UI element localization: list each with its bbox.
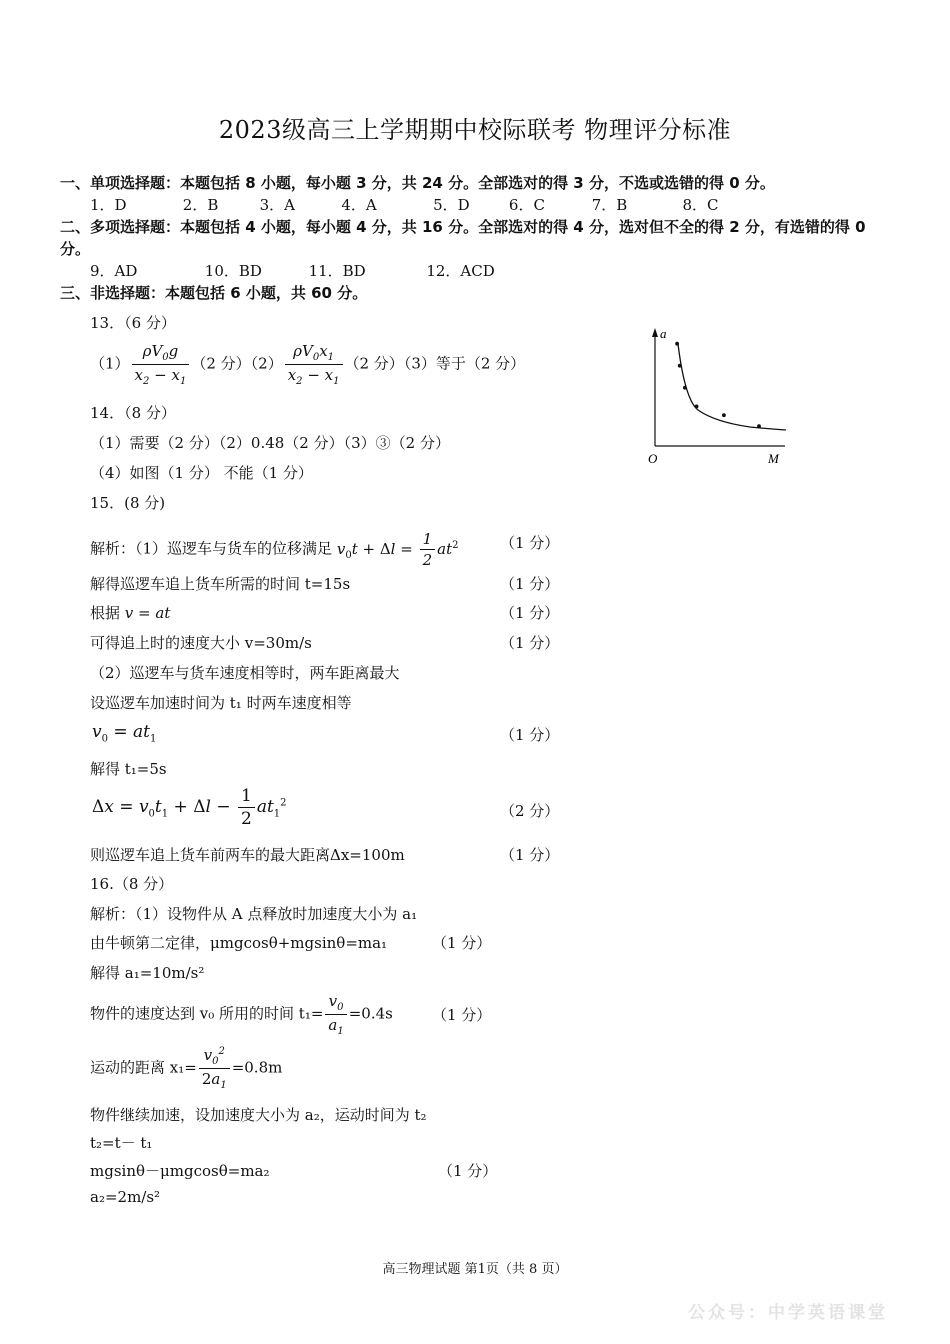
q13-part2-label: （2） [250,354,283,373]
q15-score-5: （1 分） [500,726,560,744]
watermark: 公众号：中学英语课堂 [688,1303,888,1323]
section2-heading: 二、多项选择题：本题包括 4 小题，每小题 4 分，共 16 分。全部选对的得 4 分，选对但不全的得 2 分，有选错的得 0 分。 [60,218,866,258]
q16-line5 [90,1046,282,1091]
q15-line1 [90,530,458,569]
q15-line3-text: 根据 [90,604,121,622]
a-m-graph [640,322,800,472]
q15-formula-3: $\Delta x = v_0t_1 + \Delta l$ − $\frac{1}{2}$ $at_1^2$ [92,786,287,829]
data-point [722,413,726,417]
q14-label: 14．（8 分） [90,404,176,422]
q16-line1: 解析：（1）设物件从 A 点释放时加速度大小为 a₁ [90,905,418,923]
q16-line4-text: 物件的速度达到 v₀ 所用的时间 t₁= [90,1004,324,1023]
page-footer: 高三物理试题 第1页（共 8 页） [382,1262,568,1277]
data-point [757,424,761,428]
q16-formula-x1: $\frac{v_0^2}{2a_1}$ [199,1046,230,1091]
q16-line9: a₂=2m/s² [90,1188,161,1206]
q15-line2: 解得巡逻车追上货车所需的时间 t=15s [90,575,351,593]
q13-part1-label: （1） [90,354,130,373]
data-point [678,364,682,368]
answer-item: 1．D [90,196,127,214]
answer-item: 11．BD [308,262,366,280]
q16-label: 16.（8 分） [90,875,174,893]
q15-line4: 可得追上时的速度大小 v=30m/s [90,634,312,652]
answer-item: 7．B [591,196,628,214]
q16-line8: mgsinθ－μmgcosθ=ma₂ [90,1162,270,1180]
q15-line6: 设巡逻车加速时间为 t₁ 时两车速度相等 [90,694,352,712]
q15-score-6: （2 分） [500,802,560,820]
data-point [675,342,679,346]
answer-item: 3．A [259,196,295,214]
q13-score-1: （2 分） [191,354,251,373]
q15-formula-2: $v_0 = at_1$ [92,722,157,745]
q15-line10: 则巡逻车追上货车前两车的最大距离Δx=100m [90,846,405,864]
q13-score-2: （2 分） [344,354,404,373]
answer-item: 4．A [341,196,377,214]
q16-line5-result: =0.8m [231,1058,283,1077]
q16-line6: 物件继续加速，设加速度大小为 a₂，运动时间为 t₂ [90,1106,427,1124]
answer-item: 2．B [182,196,219,214]
q16-line4-result: =0.4s [348,1004,393,1023]
answer-item: 9．AD [90,262,138,280]
q13-formula-1: $\frac{\rho V_0g}{x_2 - x_1}$ [132,342,190,387]
answer-item: 12．ACD [426,262,495,280]
q14-line2: （4）如图（1 分） 不能（1 分） [90,464,313,482]
q15-line5: （2）巡逻车与货车速度相等时，两车距离最大 [90,664,400,682]
data-point [683,386,687,390]
answer-item: 10．BD [204,262,262,280]
q16-line7: t₂=t－ t₁ [90,1134,153,1152]
q13-answer-line [90,342,525,387]
q15-formula-1: $v_0t + \Delta l$ = $\frac{1}{2}$ $at^2$ [336,530,459,569]
q16-score-3: （1 分） [438,1162,498,1180]
answer-item: 6．C [508,196,545,214]
q14-line1: （1）需要（2 分）（2）0.48（2 分）（3）③（2 分） [90,434,450,452]
fit-curve [678,344,786,430]
q15-label: 15．(8 分) [90,494,166,512]
q16-score-1: （1 分） [432,934,492,952]
section2-answers [90,260,495,281]
q15-score-2: （1 分） [500,575,560,593]
q16-score-2: （1 分） [432,1006,492,1024]
y-axis-label: a [660,326,667,341]
q13-label: 13．（6 分） [90,314,176,332]
q15-line8: 解得 t₁=5s [90,760,167,778]
q15-line1-text: 解析：（1）巡逻车与货车的位移满足 [90,539,333,558]
answer-item: 5．D [433,196,470,214]
q16-formula-t1: $\frac{v_0}{a_1}$ [325,992,346,1037]
q13-part3: （3）等于（2 分） [403,354,526,373]
y-axis-arrow [652,328,658,337]
section3-heading: 三、非选择题：本题包括 6 小题，共 60 分。 [60,284,368,302]
q16-line3: 解得 a₁=10m/s² [90,964,205,982]
q16-line4 [90,992,393,1037]
q15-score-7: （1 分） [500,846,560,864]
q15-score-3: （1 分） [500,604,560,622]
data-point [695,405,699,409]
q15-line3 [90,602,170,623]
data-points [675,342,761,428]
x-axis-label: M [768,451,779,466]
q15-line3-formula: v = at [124,604,171,622]
q16-line2: 由牛顿第二定律，μmgcosθ+mgsinθ=ma₁ [90,934,388,952]
q15-score-1: （1 分） [500,534,560,552]
q15-score-4: （1 分） [500,634,560,652]
answer-item: 8．C [682,196,719,214]
section1-heading: 一、单项选择题：本题包括 8 小题，每小题 3 分，共 24 分。全部选对的得 3 分，不选或选错的得 0 分。 [60,174,775,192]
q13-formula-2: $\frac{\rho V_0x_1}{x_2 - x_1}$ [285,342,343,387]
origin-label: O [648,451,658,466]
page-title: 2023级高三上学期期中校际联考 物理评分标准 [218,116,732,144]
section1-answers [90,194,719,215]
q16-line5-text: 运动的距离 x₁= [90,1058,197,1077]
